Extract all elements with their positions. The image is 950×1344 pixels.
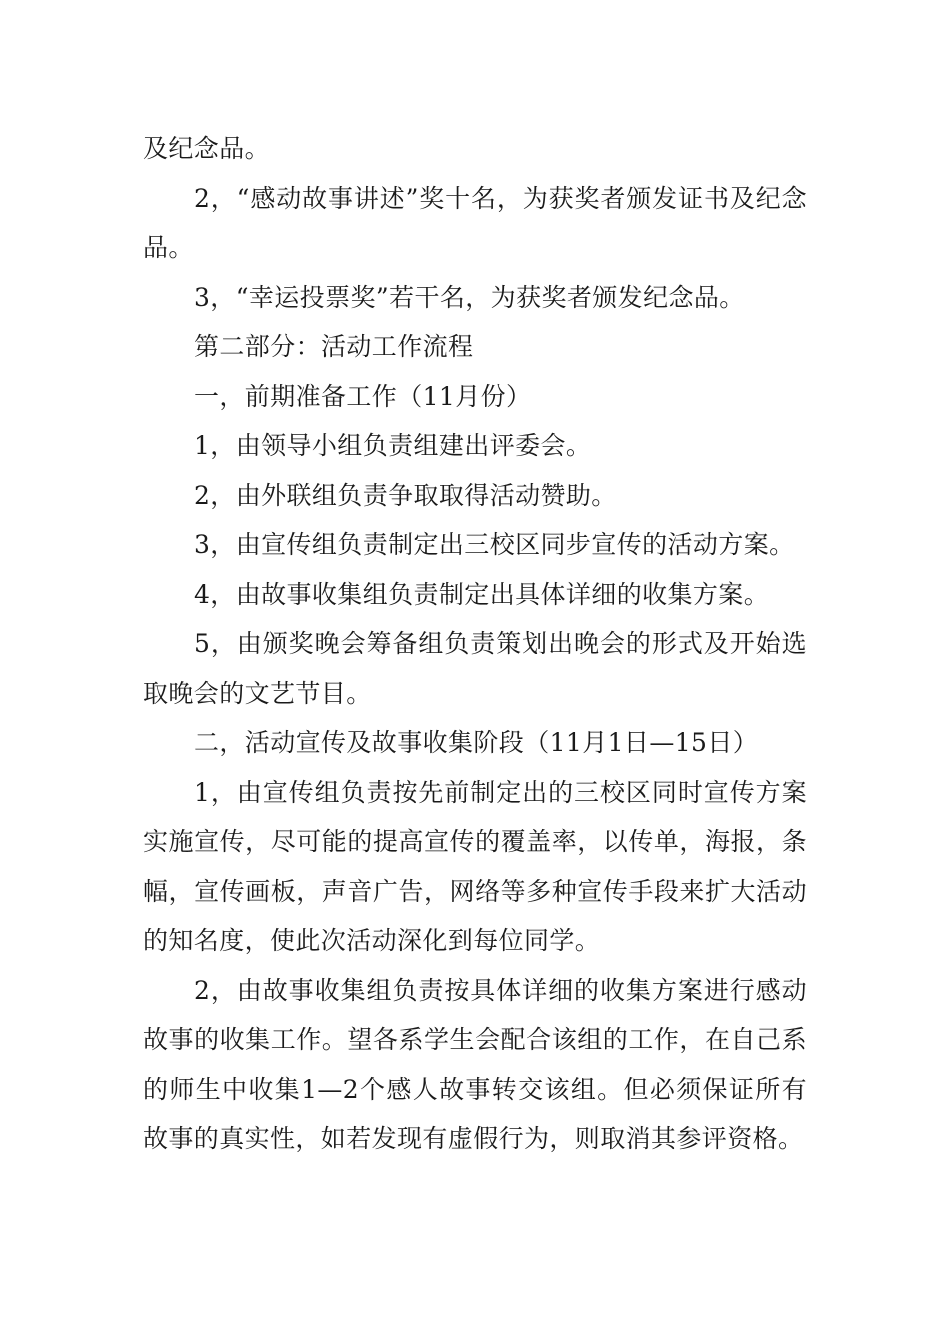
section-heading-part-two: 第二部分：活动工作流程 bbox=[194, 332, 474, 361]
list-item-prep-2: 2，由外联组负责争取取得活动赞助。 bbox=[194, 480, 617, 510]
list-item-prep-3: 3，由宣传组负责制定出三校区同步宣传的活动方案。 bbox=[194, 530, 795, 559]
document-body bbox=[143, 124, 807, 1164]
paragraph-award-lucky-vote: 3，“幸运投票奖”若干名，为获奖者颁发纪念品。 bbox=[194, 282, 745, 312]
list-item-prep-4: 4，由故事收集组负责制定出具体详细的收集方案。 bbox=[194, 579, 770, 609]
list-item-publicity-1: 1，由宣传组负责按先前制定出的三校区同时宣传方案实施宣传，尽可能的提高宣传的覆盖率，以传单，海报，条幅，宣传画板，声音广告，网络等多种宣传手段来扩大活动的知名度，使此次活动深化到每位同学。 bbox=[143, 777, 807, 955]
subheading-publicity-collection: 二，活动宣传及故事收集阶段（11月1日—15日） bbox=[194, 728, 759, 757]
list-item-prep-5: 5，由颁奖晚会筹备组负责策划出晚会的形式及开始选取晚会的文艺节目。 bbox=[143, 629, 807, 708]
paragraph-award-story-telling: 2，“感动故事讲述”奖十名，为获奖者颁发证书及纪念品。 bbox=[143, 183, 807, 262]
paragraph-continuation: 及纪念品。 bbox=[143, 134, 271, 163]
list-item-prep-1: 1，由领导小组负责组建出评委会。 bbox=[194, 431, 592, 460]
list-item-publicity-2: 2，由故事收集组负责按具体详细的收集方案进行感动故事的收集工作。望各系学生会配合该组的工作，在自己系的师生中收集1—2个感人故事转交该组。但必须保证所有故事的真实性，如若发现有虚假行为，则取消其参评资格。 bbox=[143, 975, 807, 1153]
subheading-preparation: 一，前期准备工作（11月份） bbox=[194, 381, 532, 411]
